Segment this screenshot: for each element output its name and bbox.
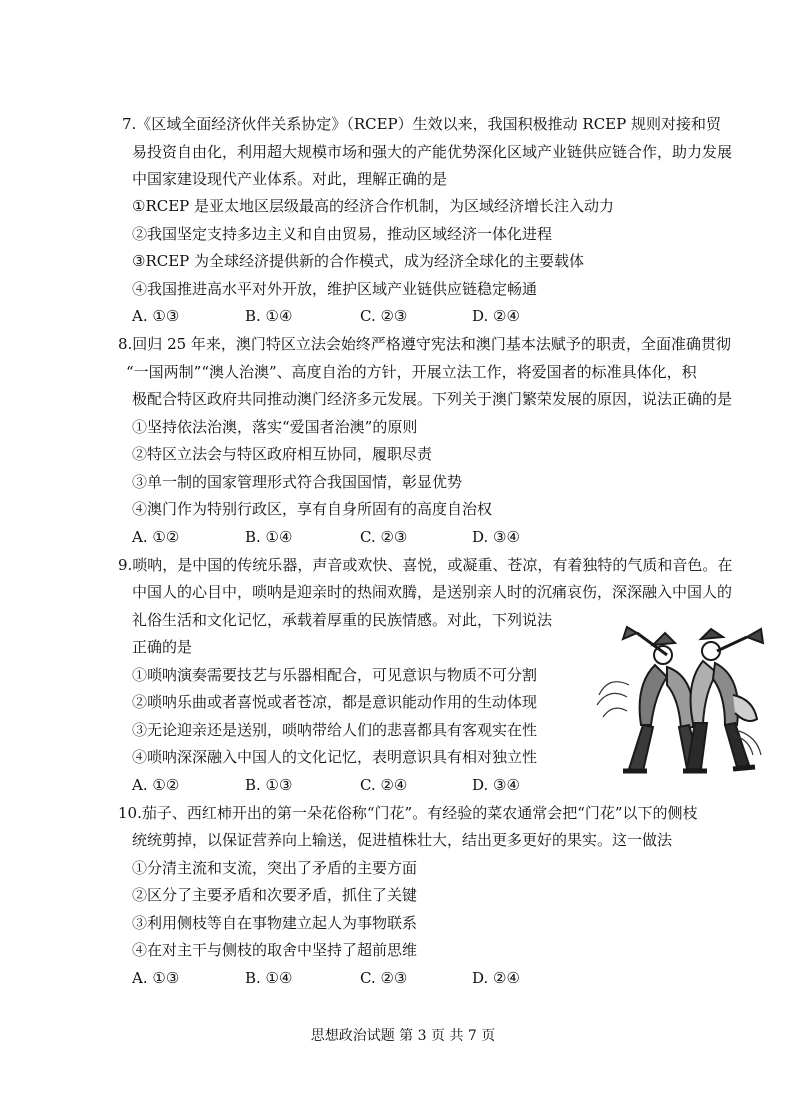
q7-stem-line-1: 7.《区域全面经济伙伴关系协定》（RCEP）生效以来，我国积极推动 RCEP 规则对接和贸 bbox=[122, 115, 721, 133]
page-footer: 思想政治试题 第 3 页 共 7 页 bbox=[310, 1028, 496, 1044]
q9-item-1: ①唢呐演奏需要技艺与乐器相配合，可见意识与物质不可分割 bbox=[132, 666, 538, 684]
q8-stem-line-3: 极配合特区政府共同推动澳门经济多元发展。下列关于澳门繁荣发展的原因，说法正确的是 bbox=[132, 390, 733, 408]
q10-stem-line-2: 统统剪掉，以保证营养向上输送，促进植株壮大，结出更多更好的果实。这一做法 bbox=[132, 831, 673, 849]
q8-item-2: ②特区立法会与特区政府相互协同，履职尽责 bbox=[132, 445, 433, 463]
q8-option-d[interactable]: D. ③④ bbox=[472, 528, 520, 546]
q7-item-1: ①RCEP 是亚太地区层级最高的经济合作机制，为区域经济增长注入动力 bbox=[132, 197, 615, 215]
q8-option-b[interactable]: B. ①④ bbox=[245, 528, 293, 546]
q8-stem-line-2: “一国两制”“澳人治澳”、高度自治的方针，开展立法工作，将爱国者的标准具体化，积 bbox=[126, 363, 697, 381]
q10-item-4: ④在对主干与侧枝的取舍中坚持了超前思维 bbox=[132, 941, 418, 959]
q10-item-2: ②区分了主要矛盾和次要矛盾，抓住了关键 bbox=[132, 886, 418, 904]
q10-stem-line-1: 10.茄子、西红柿开出的第一朵花俗称“门花”。有经验的菜农通常会把“门花”以下的侧枝 bbox=[118, 804, 698, 822]
q7-item-4: ④我国推进高水平对外开放，维护区域产业链供应链稳定畅通 bbox=[132, 280, 538, 298]
q7-item-3: ③RCEP 为全球经济提供新的合作模式，成为经济全球化的主要载体 bbox=[132, 252, 585, 270]
suona-players-illustration bbox=[583, 625, 773, 785]
q9-option-b[interactable]: B. ①③ bbox=[245, 776, 293, 794]
q8-item-3: ③单一制的国家管理形式符合我国国情，彰显优势 bbox=[132, 473, 463, 491]
q9-stem-line-1: 9.唢呐，是中国的传统乐器，声音或欢快、喜悦，或凝重、苍凉，有着独特的气质和音色。在 bbox=[118, 556, 733, 574]
q7-stem-line-3: 中国家建设现代产业体系。对此，理解正确的是 bbox=[132, 170, 448, 188]
q8-item-1: ①坚持依法治澳，落实“爱国者治澳”的原则 bbox=[132, 418, 418, 436]
q9-stem-line-3: 礼俗生活和文化记忆，承载着厚重的民族情感。对此，下列说法 bbox=[132, 611, 553, 629]
q10-option-c[interactable]: C. ②③ bbox=[360, 969, 408, 987]
q7-stem-line-2: 易投资自由化，利用超大规模市场和强大的产能优势深化区域产业链供应链合作，助力发展 bbox=[132, 143, 733, 161]
q8-stem-line-1: 8.回归 25 年来，澳门特区立法会始终严格遵守宪法和澳门基本法赋予的职责，全面准确贯彻 bbox=[118, 335, 731, 353]
q8-item-4: ④澳门作为特别行政区，享有自身所固有的高度自治权 bbox=[132, 500, 493, 518]
q10-option-a[interactable]: A. ①③ bbox=[132, 969, 180, 987]
q10-options bbox=[132, 968, 552, 988]
q9-option-c[interactable]: C. ②④ bbox=[360, 776, 408, 794]
q10-option-d[interactable]: D. ②④ bbox=[472, 969, 520, 987]
q9-stem-line-2: 中国人的心目中，唢呐是迎亲时的热闹欢腾，是送别亲人时的沉痛哀伤，深深融入中国人的 bbox=[132, 583, 733, 601]
q7-option-d[interactable]: D. ②④ bbox=[472, 307, 520, 325]
q8-option-c[interactable]: C. ②③ bbox=[360, 528, 408, 546]
q9-item-3: ③无论迎亲还是送别，唢呐带给人们的悲喜都具有客观实在性 bbox=[132, 721, 538, 739]
q10-option-b[interactable]: B. ①④ bbox=[245, 969, 293, 987]
q9-options bbox=[132, 775, 552, 795]
q7-option-b[interactable]: B. ①④ bbox=[245, 307, 293, 325]
q7-options bbox=[132, 306, 552, 326]
q10-item-1: ①分清主流和支流，突出了矛盾的主要方面 bbox=[132, 859, 418, 877]
q7-option-a[interactable]: A. ①③ bbox=[132, 307, 180, 325]
q7-item-2: ②我国坚定支持多边主义和自由贸易，推动区域经济一体化进程 bbox=[132, 225, 553, 243]
q9-option-d[interactable]: D. ③④ bbox=[472, 776, 520, 794]
q8-option-a[interactable]: A. ①② bbox=[132, 528, 180, 546]
q9-item-4: ④唢呐深深融入中国人的文化记忆，表明意识具有相对独立性 bbox=[132, 748, 538, 766]
q7-option-c[interactable]: C. ②③ bbox=[360, 307, 408, 325]
q10-item-3: ③利用侧枝等自在事物建立起人为事物联系 bbox=[132, 914, 418, 932]
q9-stem-line-4: 正确的是 bbox=[132, 638, 193, 656]
q9-item-2: ②唢呐乐曲或者喜悦或者苍凉，都是意识能动作用的生动体现 bbox=[132, 693, 538, 711]
q9-option-a[interactable]: A. ①② bbox=[132, 776, 180, 794]
q8-options bbox=[132, 527, 552, 547]
